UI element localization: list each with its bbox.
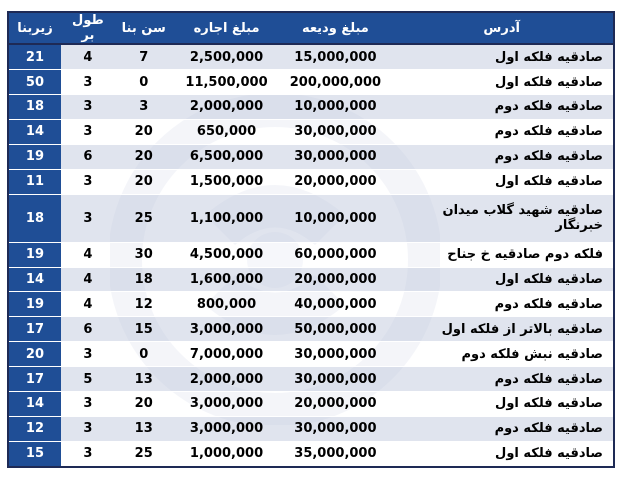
table-row — [8, 242, 614, 267]
cell-address: صادقیه فلکه اول — [390, 169, 614, 194]
cell-address: صادقیه فلکه دوم — [390, 144, 614, 169]
cell-rent: 3,000,000 — [173, 416, 281, 441]
table-row — [8, 70, 614, 95]
cell-area: 19 — [8, 242, 61, 267]
cell-address: صادقیه نبش فلکه دوم — [390, 342, 614, 367]
cell-length: 3 — [61, 95, 115, 120]
cell-area: 19 — [8, 144, 61, 169]
cell-length: 5 — [61, 367, 115, 392]
cell-deposit: 40,000,000 — [280, 292, 390, 317]
cell-address: صادقیه فلکه دوم — [390, 367, 614, 392]
cell-age: 18 — [115, 267, 173, 292]
cell-length: 3 — [61, 416, 115, 441]
cell-deposit: 10,000,000 — [280, 95, 390, 120]
cell-area: 14 — [8, 119, 61, 144]
table-row — [8, 367, 614, 392]
cell-rent: 650,000 — [173, 119, 281, 144]
cell-area: 15 — [8, 441, 61, 467]
table-row — [8, 292, 614, 317]
cell-address: فلکه دوم صادقیه خ جناح — [390, 242, 614, 267]
cell-age: 25 — [115, 194, 173, 242]
cell-rent: 1,000,000 — [173, 441, 281, 467]
header-address: آدرس — [390, 12, 614, 44]
cell-length: 4 — [61, 267, 115, 292]
cell-rent: 2,500,000 — [173, 44, 281, 70]
cell-address: صادقیه فلکه دوم — [390, 292, 614, 317]
cell-area: 14 — [8, 391, 61, 416]
cell-deposit: 20,000,000 — [280, 169, 390, 194]
cell-deposit: 30,000,000 — [280, 119, 390, 144]
table-row — [8, 267, 614, 292]
cell-age: 7 — [115, 44, 173, 70]
cell-deposit: 20,000,000 — [280, 391, 390, 416]
cell-address: صادقیه فلکه اول — [390, 70, 614, 95]
cell-area: 12 — [8, 416, 61, 441]
cell-area: 17 — [8, 317, 61, 342]
table-row — [8, 44, 614, 70]
cell-rent: 1,600,000 — [173, 267, 281, 292]
cell-address: صادقیه فلکه دوم — [390, 119, 614, 144]
cell-area: 19 — [8, 292, 61, 317]
cell-age: 15 — [115, 317, 173, 342]
table-row — [8, 317, 614, 342]
cell-deposit: 30,000,000 — [280, 416, 390, 441]
cell-length: 4 — [61, 44, 115, 70]
cell-length: 3 — [61, 342, 115, 367]
table-row — [8, 95, 614, 120]
cell-deposit: 35,000,000 — [280, 441, 390, 467]
cell-deposit: 60,000,000 — [280, 242, 390, 267]
cell-deposit: 30,000,000 — [280, 367, 390, 392]
header-age: سن بنا — [115, 12, 173, 44]
table-row — [8, 194, 614, 242]
cell-deposit: 10,000,000 — [280, 194, 390, 242]
cell-deposit: 50,000,000 — [280, 317, 390, 342]
cell-age: 12 — [115, 292, 173, 317]
table-row — [8, 169, 614, 194]
cell-area: 20 — [8, 342, 61, 367]
cell-area: 17 — [8, 367, 61, 392]
cell-deposit: 30,000,000 — [280, 342, 390, 367]
header-row — [8, 12, 614, 44]
cell-rent: 3,000,000 — [173, 317, 281, 342]
cell-address: صادقیه فلکه اول — [390, 44, 614, 70]
cell-area: 18 — [8, 95, 61, 120]
cell-rent: 2,000,000 — [173, 367, 281, 392]
cell-age: 13 — [115, 416, 173, 441]
cell-age: 30 — [115, 242, 173, 267]
cell-age: 20 — [115, 391, 173, 416]
table-row — [8, 416, 614, 441]
cell-area: 18 — [8, 194, 61, 242]
cell-rent: 11,500,000 — [173, 70, 281, 95]
cell-deposit: 15,000,000 — [280, 44, 390, 70]
rental-listings-table — [7, 11, 615, 468]
table-row — [8, 342, 614, 367]
cell-address: صادقیه بالاتر از فلکه اول — [390, 317, 614, 342]
cell-rent: 2,000,000 — [173, 95, 281, 120]
cell-address: صادقیه فلکه اول — [390, 391, 614, 416]
cell-deposit: 20,000,000 — [280, 267, 390, 292]
cell-length: 3 — [61, 70, 115, 95]
cell-age: 13 — [115, 367, 173, 392]
cell-address: صادقیه فلکه اول — [390, 267, 614, 292]
cell-rent: 6,500,000 — [173, 144, 281, 169]
cell-length: 3 — [61, 194, 115, 242]
cell-length: 6 — [61, 317, 115, 342]
header-length: طول بر — [61, 12, 115, 44]
cell-age: 0 — [115, 342, 173, 367]
cell-length: 6 — [61, 144, 115, 169]
cell-length: 4 — [61, 292, 115, 317]
table-row — [8, 144, 614, 169]
cell-age: 3 — [115, 95, 173, 120]
cell-address: صادقیه فلکه دوم — [390, 416, 614, 441]
table-row — [8, 119, 614, 144]
cell-rent: 1,100,000 — [173, 194, 281, 242]
header-deposit: مبلغ ودیعه — [280, 12, 390, 44]
cell-length: 3 — [61, 119, 115, 144]
cell-address: صادقیه شهید گلاب میدان خبرنگار — [390, 194, 614, 242]
cell-age: 0 — [115, 70, 173, 95]
cell-age: 20 — [115, 144, 173, 169]
cell-length: 3 — [61, 441, 115, 467]
cell-area: 11 — [8, 169, 61, 194]
cell-age: 20 — [115, 119, 173, 144]
cell-length: 3 — [61, 169, 115, 194]
cell-deposit: 200,000,000 — [280, 70, 390, 95]
cell-age: 20 — [115, 169, 173, 194]
header-area: زیربنا — [8, 12, 61, 44]
cell-deposit: 30,000,000 — [280, 144, 390, 169]
cell-rent: 7,000,000 — [173, 342, 281, 367]
cell-rent: 3,000,000 — [173, 391, 281, 416]
cell-rent: 4,500,000 — [173, 242, 281, 267]
cell-area: 14 — [8, 267, 61, 292]
cell-length: 3 — [61, 391, 115, 416]
cell-address: صادقیه فلکه دوم — [390, 95, 614, 120]
header-rent: مبلغ اجاره — [173, 12, 281, 44]
table-row — [8, 441, 614, 467]
cell-rent: 1,500,000 — [173, 169, 281, 194]
cell-address: صادقیه فلکه اول — [390, 441, 614, 467]
cell-age: 25 — [115, 441, 173, 467]
table-row — [8, 391, 614, 416]
cell-area: 50 — [8, 70, 61, 95]
cell-length: 4 — [61, 242, 115, 267]
cell-area: 21 — [8, 44, 61, 70]
cell-rent: 800,000 — [173, 292, 281, 317]
